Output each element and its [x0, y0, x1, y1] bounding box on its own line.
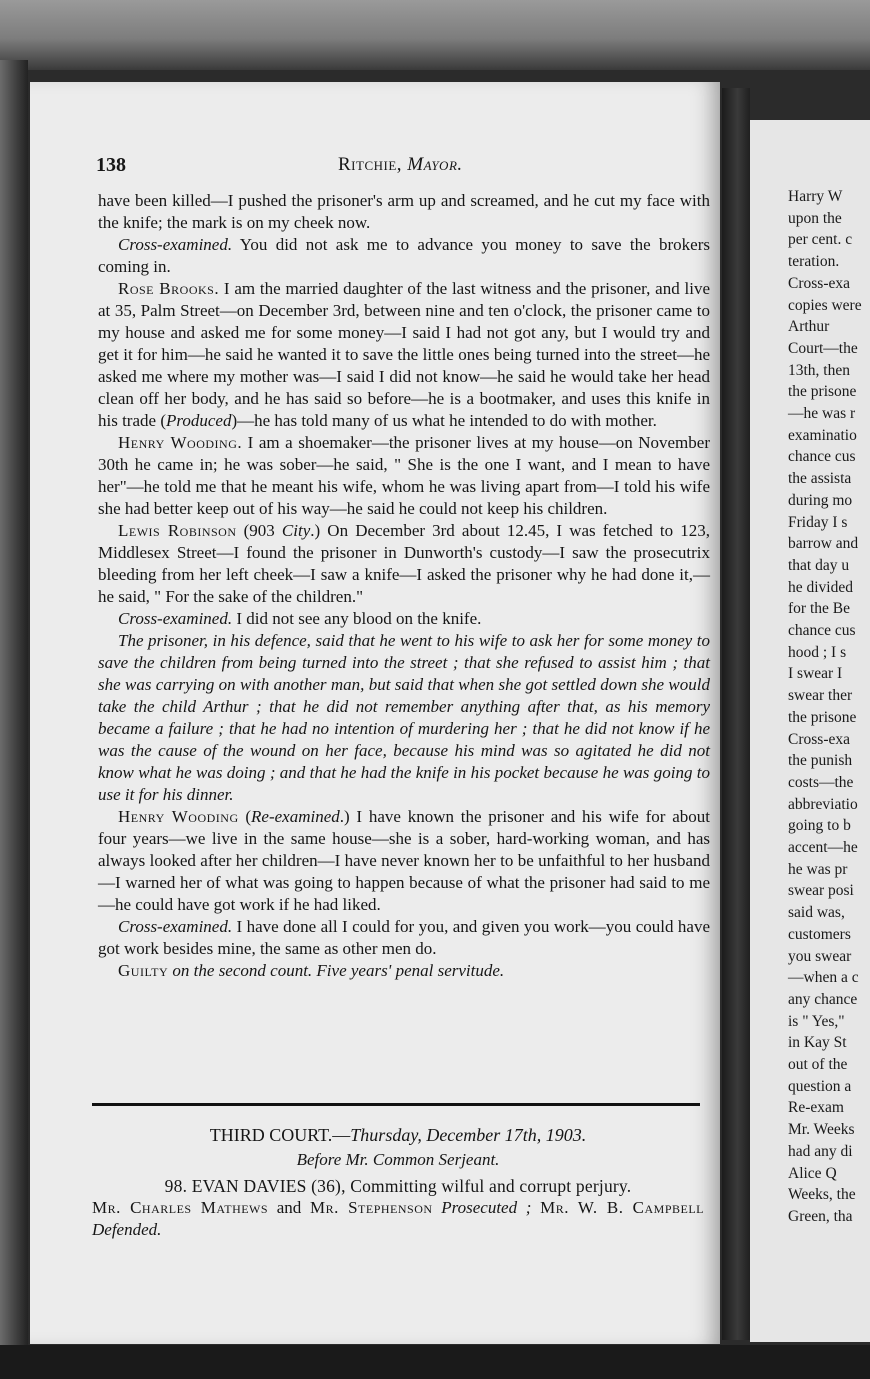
facing-page-line: costs—the — [788, 773, 854, 791]
text-run: .) I have known the prisoner and his wife for about four years—we live in the same house—she is a sober, hard-working woman, and has always looked after her children—I have never known her to be unfaithful to her husband—I warned her of what was going to happen because of what the prisoner had said to me—he could have got work if he had liked. — [98, 807, 710, 914]
running-head-title: Mayor. — [407, 154, 463, 175]
text-run: Mr. W. B. Campbell — [540, 1198, 705, 1217]
facing-page-line: going to b — [788, 817, 851, 835]
text-run: (903 — [236, 521, 282, 540]
facing-page-line: swear posi — [788, 882, 854, 900]
facing-page-line: said was, — [788, 904, 845, 922]
page-header — [96, 150, 696, 180]
text-run: .) On December 3rd about 12.45, I was fetched to 123, Middlesex Street—I found the prisoner in Dunworth's custody—I saw the prosecutrix bleeding from her left cheek—I saw a knife—I asked the prisoner why he had done it,—he said, " For the sake of the children." — [98, 521, 710, 606]
facing-page-line: Green, tha — [788, 1207, 853, 1225]
judge-line: Before Mr. Common Serjeant. — [296, 1150, 500, 1169]
running-head — [338, 154, 463, 176]
facing-page-line: in Kay St — [788, 1034, 847, 1052]
facing-page-line: abbreviatio — [788, 795, 858, 813]
text-run: have been killed—I pushed the prisoner's arm up and screamed, and he cut my face with the knife; the mark is on my cheek now. — [98, 191, 710, 232]
text-run: Rose Brooks. — [118, 279, 220, 298]
facing-page-line: Harry W — [788, 188, 843, 205]
facing-page-line: question a — [788, 1077, 852, 1095]
text-run: I did not see any blood on the knife. — [232, 609, 482, 628]
facing-page-line: I swear I — [788, 665, 843, 683]
text-run: Guilty — [118, 961, 169, 980]
facing-page-line: per cent. c — [788, 231, 853, 249]
text-run: You did not ask me to advance you money to save the brokers coming in. — [98, 235, 710, 276]
facing-page-line: the assista — [788, 470, 852, 488]
paragraph — [98, 520, 710, 608]
left-page-edge — [0, 60, 28, 1350]
facing-page-line: examinatio — [788, 426, 857, 444]
page-number: 138 — [96, 154, 126, 176]
text-run: Produced — [165, 411, 232, 430]
text-run: )—he has told many of us what he intended to do with mother. — [231, 411, 657, 430]
facing-page-line: chance cus — [788, 448, 856, 466]
paragraph — [98, 432, 710, 520]
text-run: Cross-examined. — [118, 609, 233, 628]
text-run: Mr. Charles Mathews — [92, 1198, 269, 1217]
facing-page-line: that day u — [788, 556, 850, 574]
section-divider — [92, 1103, 700, 1106]
facing-page-line: —when a c — [788, 969, 859, 987]
court-name: THIRD COURT.— — [209, 1125, 351, 1145]
facing-page-line: upon the — [788, 209, 842, 227]
text-run: Lewis Robinson — [118, 521, 237, 540]
paragraph — [98, 608, 710, 630]
facing-page-line: is " Yes," — [788, 1012, 845, 1030]
court-heading — [92, 1124, 704, 1146]
text-run: ( — [238, 807, 252, 826]
paragraph — [98, 630, 710, 806]
facing-page-line: —he was r — [788, 405, 856, 422]
text-run: Re-examined — [251, 807, 340, 826]
text-run: The prisoner, in his defence, said that he went to his wife to ask her for some money to save the children from being turned into the street ; that she refused to assist him ; that she was carrying on with another man, but said that when she got settled down she would take the child Arthur ; that he did not remember anything after that, as his memory became a failure ; that he had no intention of murdering her ; that he did not know if he was the cause of the wound on her face, because his mind was so agitated he did not know what he was doing ; and that he had the knife in his pocket because he was going to use it for his dinner. — [98, 631, 710, 804]
facing-page-line: the prisone — [788, 383, 857, 401]
facing-page-line: Cross-exa — [788, 730, 850, 748]
text-run: on the second count. Five years' penal servitude. — [168, 961, 505, 980]
facing-page-line: for the Be — [788, 600, 850, 618]
facing-page-line: Alice Q — [788, 1164, 837, 1182]
facing-page-line: copies were — [788, 296, 862, 314]
page-body — [98, 190, 710, 982]
bottom-background — [0, 1345, 870, 1379]
facing-page — [750, 120, 870, 1342]
text-run: Henry Wooding — [118, 807, 239, 826]
facing-page-line: swear ther — [788, 687, 853, 705]
text-run: I have done all I could for you, and given you work—you could have got work besides mine, the same as other men do. — [98, 917, 710, 958]
paragraph — [98, 960, 710, 982]
facing-page-line: Friday I s — [788, 513, 848, 531]
counsel-line — [92, 1197, 704, 1241]
text-run: I am the married daughter of the last witness and the prisoner, and live at 35, Palm Street—on December 3rd, between nine and ten o'clock, the prisoner came to my house and asked me for some money—I said I had not got any, but I would try and get it for him—he said he wanted it to save the little ones being turned into the street—he asked me where my mother was—I said I did not know—he said he would take her head clean off her body, and he has said so before—he is a bootmaker, and uses this knife in his trade ( — [98, 279, 710, 430]
court-section — [92, 1124, 704, 1241]
facing-page-line: the punish — [788, 752, 853, 770]
paragraph — [98, 806, 710, 916]
text-run: Mr. Stephenson — [310, 1198, 433, 1217]
text-run: City — [281, 521, 311, 540]
facing-page-line: chance cus — [788, 622, 856, 639]
facing-page-line: hood ; I s — [788, 643, 847, 661]
top-background — [0, 0, 870, 70]
facing-page-line: you swear — [788, 947, 852, 965]
facing-page-line: Re-exam — [788, 1099, 844, 1117]
book-gutter — [722, 88, 750, 1340]
facing-page-line: he was pr — [788, 860, 848, 878]
facing-page-line: out of the — [788, 1056, 848, 1073]
facing-page-line: Court—the — [788, 339, 858, 357]
text-run: and — [268, 1198, 311, 1217]
case-line: 98. EVAN DAVIES (36), Committing wilful and corrupt perjury. — [164, 1176, 632, 1196]
court-date: Thursday, December 17th, 1903. — [350, 1125, 587, 1145]
paragraph — [98, 234, 710, 278]
text-run: I am a shoemaker—the prisoner lives at my house—on November 30th he came in; he was sober—he said, " She is the one I want, and I mean to have her"—he told me that he meant his wife, whom he was living apart from—I told his wife she had better keep out of his way—he said he could not keep his children. — [98, 433, 710, 518]
text-run: Defended. — [92, 1220, 162, 1239]
facing-page-line: he divided — [788, 578, 853, 596]
paragraph — [98, 190, 710, 234]
facing-page-line: barrow and — [788, 535, 859, 553]
running-head-name: Ritchie, — [338, 154, 403, 175]
facing-page-line: any chance — [788, 990, 858, 1008]
facing-page-line: during mo — [788, 491, 853, 509]
facing-page-line: Cross-exa — [788, 274, 850, 292]
text-run: Henry Wooding. — [118, 433, 243, 452]
facing-page-line: had any di — [788, 1142, 853, 1160]
facing-page-line: Arthur — [788, 318, 830, 336]
facing-page-line: 13th, then — [788, 361, 850, 379]
facing-page-line: the prisone — [788, 708, 857, 726]
text-run: Prosecuted ; — [432, 1198, 541, 1217]
facing-page-line: Weeks, the — [788, 1186, 856, 1204]
facing-page-line: Mr. Weeks — [788, 1121, 855, 1139]
paragraph — [98, 278, 710, 432]
facing-page-line: accent—he — [788, 839, 858, 856]
text-run: Cross-examined. — [118, 917, 233, 936]
text-run: Cross-examined. — [118, 235, 233, 254]
paragraph — [98, 916, 710, 960]
facing-page-line: teration. — [788, 253, 840, 271]
facing-page-line: customers — [788, 925, 851, 943]
